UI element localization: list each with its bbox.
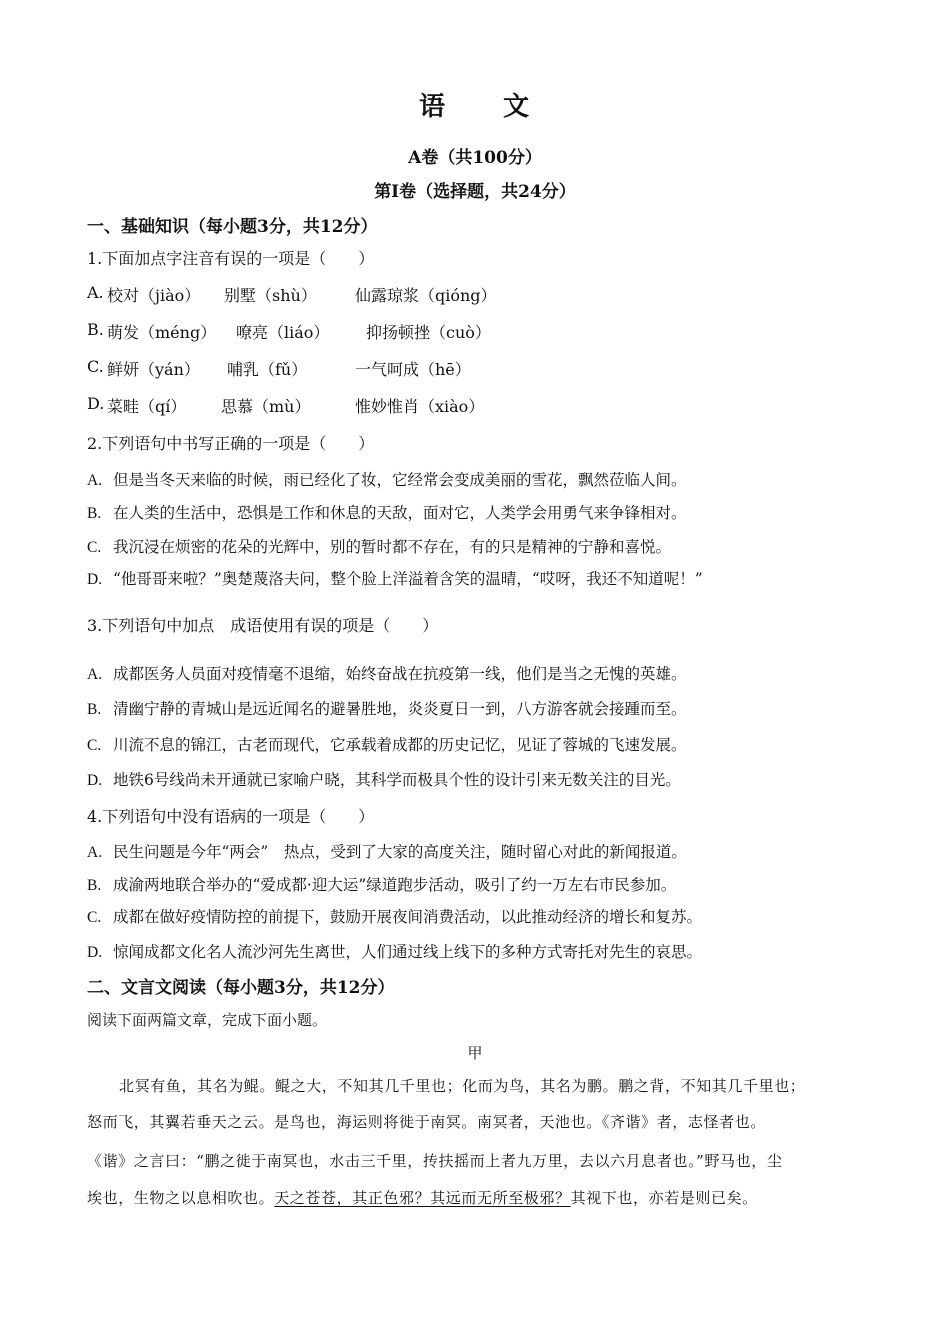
question-2-option-b [87,501,687,523]
question-4-stem: 4.下列语句中没有语病的一项是（ ） [87,807,375,826]
option-text: 惊闻成都文化名人流沙河先生离世，人们通过线上线下的多种方式寄托对先生的哀思。 [113,943,703,961]
option-label: B. [87,505,102,522]
question-1-option-c [87,357,587,379]
passage-line-4 [87,1187,758,1208]
question-3-option-c [87,733,687,755]
option-label: B. [87,877,102,894]
option-item-3: 仙露琼浆（qióng） [355,286,497,305]
option-item-1: 鲜妍（yán） [107,360,200,379]
option-label: C. [87,909,102,926]
option-label: A. [87,283,104,302]
option-text: 成都在做好疫情防控的前提下，鼓励开展夜间消费活动，以此推动经济的增长和复苏。 [113,908,703,926]
question-2-option-c [87,535,671,557]
question-4-option-b [87,873,676,895]
passage-text: 其视下也，亦若是则已矣。 [570,1189,758,1207]
option-text: 成渝两地联合举办的“爱成都·迎大运”绿道跑步活动，吸引了约一万左右市民参加。 [113,876,677,894]
question-3-stem: 3.下列语句中加点 成语使用有误的项是（ ） [87,616,439,635]
option-text: 在人类的生活中，恐惧是工作和休息的天敌，面对它，人类学会用勇气来争锋相对。 [113,504,687,522]
option-item-1: 校对（jiào） [107,286,201,305]
question-4-option-a [87,840,687,862]
option-label: A. [87,666,103,683]
question-1-option-b [87,320,587,342]
section-2-heading: 二、文言文阅读（每小题3分，共12分） [87,978,395,998]
question-1-option-a [87,283,587,305]
option-label: A. [87,844,103,861]
option-label: C. [87,737,102,754]
option-item-1: 菜畦（qí） [107,397,187,416]
option-text: 但是当冬天来临的时候，雨已经化了妆，它经常会变成美丽的雪花，飘然莅临人间。 [113,471,687,489]
volume-1-heading: 第Ⅰ卷（选择题，共24分） [374,182,576,202]
option-item-2: 嘹亮（liáo） [236,323,330,342]
option-item-2: 思慕（mù） [221,397,311,416]
option-label: D. [87,571,103,588]
option-text: 成都医务人员面对疫情毫不退缩，始终奋战在抗疫第一线，他们是当之无愧的英雄。 [113,665,687,683]
option-label: D. [87,394,105,413]
question-3-option-a [87,662,687,684]
question-1-option-d [87,394,587,416]
option-label: C. [87,539,102,556]
passage-line-1: 北冥有鱼，其名为鲲。鲲之大，不知其几千里也；化而为鸟，其名为鹏。鹏之背，不知其几千里也； [119,1077,806,1095]
option-text: 地铁6号线尚未开通就已家喻户晓，其科学而极具个性的设计引来无数关注的目光。 [113,771,681,789]
option-item-3: 惟妙惟肖（xiào） [355,397,485,416]
passage-line-2: 怒而飞，其翼若垂天之云。是鸟也，海运则将徙于南冥。南冥者，天池也。《齐谐》者，志怪者也。 [87,1113,766,1131]
title-char-2: 文 [503,92,532,122]
option-item-2: 别墅（shù） [224,286,317,305]
option-item-1: 萌发（méng） [107,323,217,342]
option-text: 我沉浸在烦密的花朵的光辉中，别的暂时都不存在，有的只是精神的宁静和喜悦。 [113,538,672,556]
volume-a-heading: A卷（共100分） [408,148,542,168]
title-char-1: 语 [418,92,447,122]
option-item-3: 一气呵成（hē） [355,360,471,379]
underlined-sentence: 天之苍苍，其正色邪？其远而无所至极邪？ [274,1189,571,1207]
question-3-option-d [87,768,681,790]
passage-label: 甲 [467,1044,483,1062]
option-text: “他哥哥来啦？”奥楚蔑洛夫问，整个脸上洋溢着含笑的温晴，“哎呀，我还不知道呢！” [113,570,703,588]
question-4-option-d [87,940,702,962]
reading-instructions: 阅读下面两篇文章，完成下面小题。 [87,1011,328,1029]
question-2-option-d [87,567,703,589]
option-item-2: 哺乳（fǔ） [227,360,308,379]
page-title [0,86,950,123]
option-label: D. [87,772,103,789]
option-text: 川流不息的锦江，古老而现代，它承载着成都的历史记忆，见证了蓉城的飞速发展。 [113,736,687,754]
option-text: 民生问题是今年“两会” 热点，受到了大家的高度关注，随时留心对此的新闻报道。 [113,843,687,861]
question-3-option-b [87,697,687,719]
option-label: D. [87,944,103,961]
option-label: C. [87,357,104,376]
question-1-stem: 1.下面加点字注音有误的一项是（ ） [87,249,375,268]
option-label: A. [87,472,103,489]
option-label: B. [87,320,104,339]
option-text: 清幽宁静的青城山是远近闻名的避暑胜地，炎炎夏日一到，八方游客就会接踵而至。 [113,700,687,718]
question-2-option-a [87,468,687,490]
option-label: B. [87,701,102,718]
question-2-stem: 2.下列语句中书写正确的一项是（ ） [87,434,375,453]
passage-line-3: 《谐》之言曰：“鹏之徙于南冥也，水击三千里，抟扶摇而上者九万里，去以六月息者也。”野马也，尘 [87,1152,783,1170]
section-1-heading: 一、基础知识（每小题3分，共12分） [87,217,378,237]
question-4-option-c [87,905,702,927]
option-item-3: 抑扬顿挫（cuò） [366,323,491,342]
passage-text: 埃也，生物之以息相吹也。 [87,1189,275,1207]
